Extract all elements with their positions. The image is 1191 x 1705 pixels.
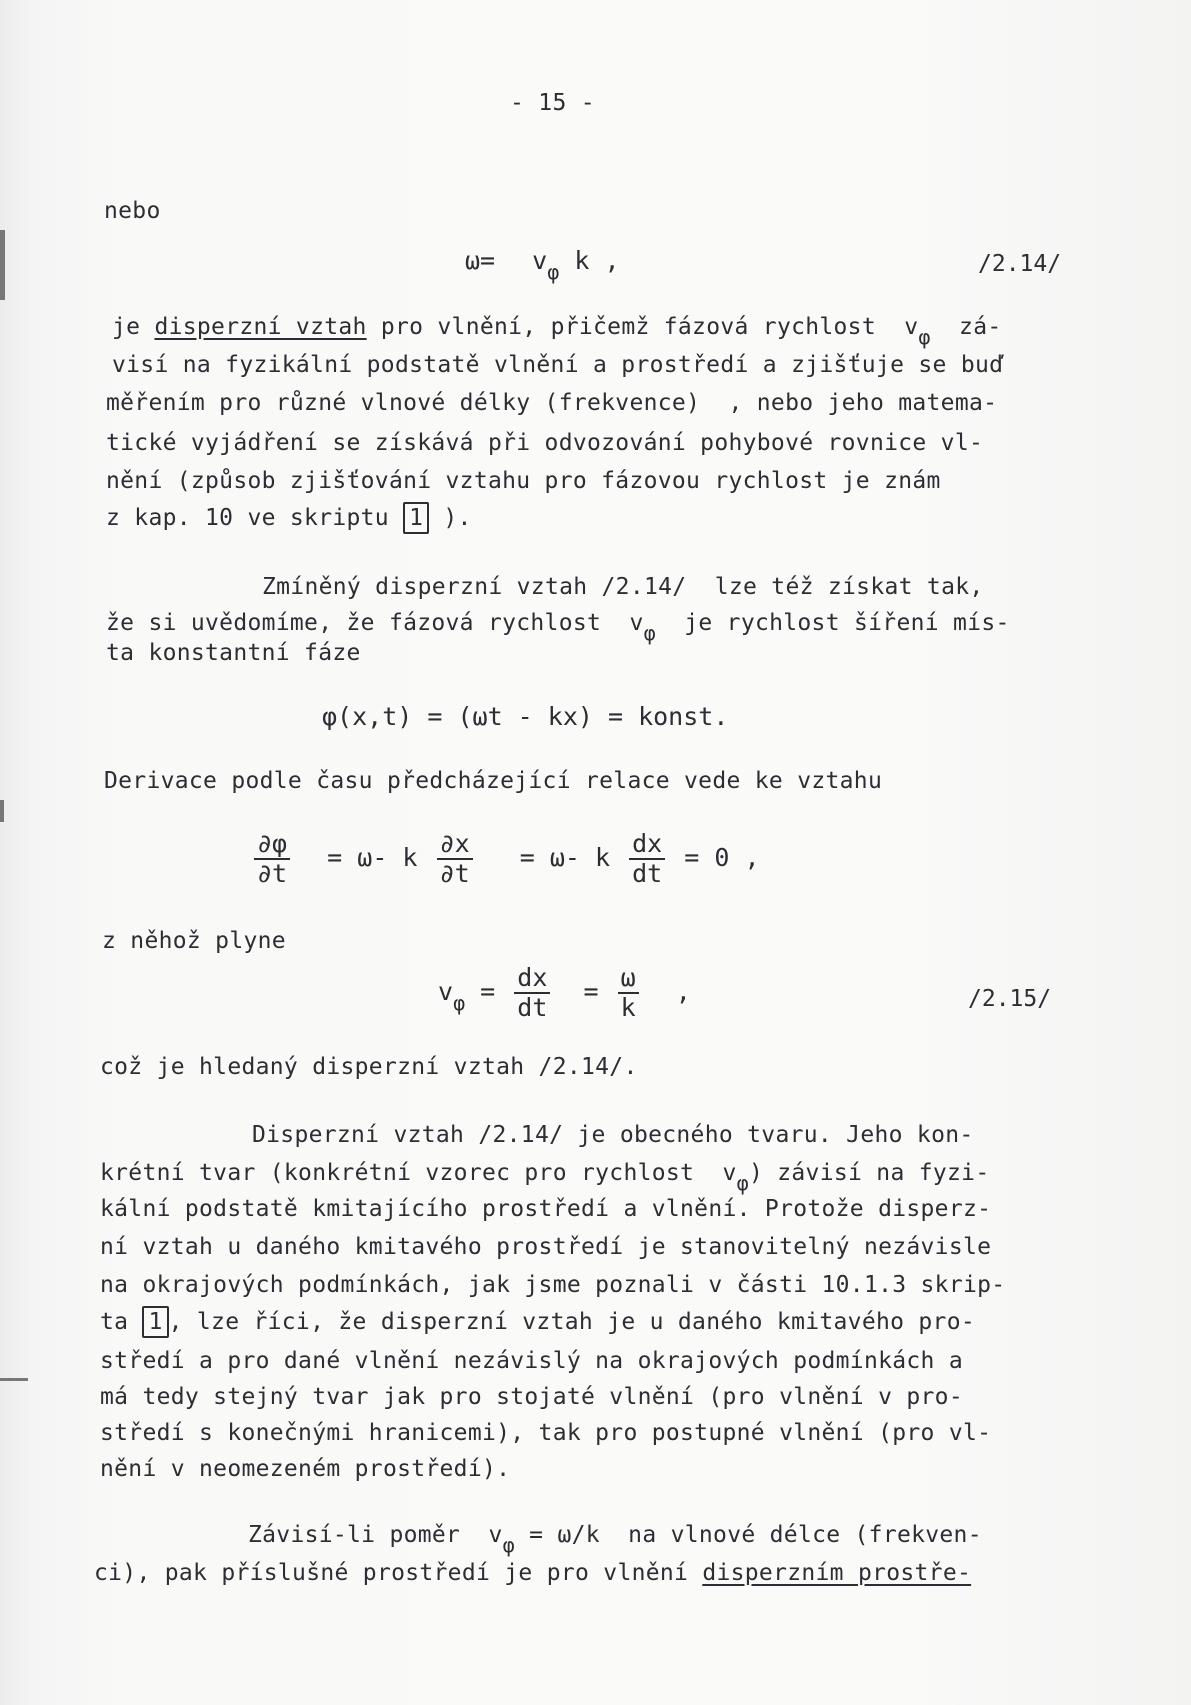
eq-comma: , — [675, 977, 691, 1006]
phi-subscript: φ — [502, 1533, 515, 1557]
paragraph-6-line-8: má tedy stejný tvar jak pro stojaté vlnění (pro vlnění v pro- — [100, 1384, 963, 1410]
eq-term: = ω- k — [519, 843, 611, 872]
eq-term: = ω- k — [327, 843, 418, 872]
paragraph-6-line-4: ní vztah u daného kmitavého prostředí je stanovitelný nezávisle — [100, 1234, 992, 1260]
fraction-denominator: dt — [632, 859, 663, 888]
text-segment: že si uvědomíme, že fázová rychlost v — [106, 610, 644, 636]
fraction-denominator: ∂t — [439, 859, 470, 888]
paragraph-1-line-2: visí na fyzikální podstatě vlnění a prostředí a zjišťuje se buď — [112, 352, 1004, 378]
phi-subscript: φ — [643, 621, 656, 645]
paragraph-1-line-5: nění (způsob zjišťování vztahu pro fázovou rychlost je znám — [106, 468, 941, 494]
text-segment: krétní tvar (konkrétní vzorec pro rychlost v — [100, 1160, 737, 1186]
paragraph-1-line-6 — [106, 502, 472, 534]
paragraph-2-line-2 — [106, 608, 1010, 645]
text-segment: Závisí-li poměr v — [248, 1522, 503, 1548]
text-segment: z kap. 10 ve skriptu — [106, 505, 404, 531]
fraction-numerator: dx — [629, 830, 665, 860]
text-segment: je — [112, 314, 155, 340]
scan-edge-mark — [0, 230, 5, 300]
paragraph-6-line-9: středí s konečnými hranicemi), tak pro postupné vlnění (pro vl- — [100, 1420, 992, 1446]
intro-word: nebo — [104, 198, 161, 224]
fraction-dx-dt — [514, 964, 550, 1022]
paragraph-4: z něhož plyne — [102, 928, 286, 954]
equation-2-15 — [438, 964, 691, 1022]
paragraph-3: Derivace podle času předcházející relace vede ke vztahu — [104, 768, 883, 794]
fraction-denominator: k — [620, 993, 636, 1022]
text-segment: ci), pak příslušné prostředí je pro vlnění — [94, 1560, 703, 1586]
page-number: - 15 - — [510, 90, 595, 116]
underlined-term: disperzní vztah — [154, 314, 367, 340]
phi-subscript: φ — [736, 1171, 749, 1195]
eq-term: = 0 , — [684, 843, 760, 872]
phase-equation: φ(x,t) = (ωt - kx) = konst. — [322, 702, 729, 731]
text-segment: pro vlnění, přičemž fázová rychlost v — [366, 314, 919, 340]
paragraph-7-line-1 — [248, 1520, 982, 1557]
paragraph-1-line-3: měřením pro různé vlnové délky (frekvence) , nebo jeho matema- — [106, 390, 998, 416]
paragraph-5: což je hledaný disperzní vztah /2.14/. — [100, 1054, 638, 1080]
paragraph-2-line-3: ta konstantní fáze — [106, 640, 361, 666]
fraction-numerator: ∂φ — [254, 830, 290, 860]
text-segment: je rychlost šíření mís- — [655, 610, 1010, 636]
equation-number-2-15: /2.15/ — [968, 986, 1052, 1012]
fraction-numerator: ∂x — [437, 830, 473, 860]
fraction-dx-dt-partial — [437, 830, 473, 888]
fraction-omega-k — [618, 964, 639, 1022]
equation-number-2-14: /2.14/ — [978, 251, 1062, 277]
eq-v: v — [438, 977, 454, 1006]
derivative-equation — [250, 830, 760, 888]
eq-v: v — [532, 246, 548, 275]
text-segment: = ω/k na vlnové délce (frekven- — [515, 1522, 982, 1548]
reference-bracket: 1 — [142, 1306, 168, 1338]
underlined-term: disperzním prostře- — [702, 1560, 972, 1586]
eq-k: k , — [574, 246, 620, 275]
fraction-numerator: ω — [618, 964, 639, 994]
paragraph-6-line-7: středí a pro dané vlnění nezávislý na okrajových podmínkách a — [100, 1348, 963, 1374]
fraction-denominator: dt — [517, 993, 548, 1022]
eq-phi-subscript: φ — [547, 260, 560, 284]
paragraph-6-line-2 — [100, 1158, 990, 1195]
paragraph-6-line-1: Disperzní vztah /2.14/ je obecného tvaru. Jeho kon- — [252, 1122, 974, 1148]
text-segment: ta — [100, 1309, 143, 1335]
phi-subscript: φ — [918, 325, 931, 349]
fraction-dx-dt — [629, 830, 665, 888]
text-segment: ) závisí na fyzi- — [748, 1160, 990, 1186]
paragraph-1-line-1 — [112, 312, 1002, 349]
paragraph-1-line-4: tické vyjádření se získává při odvozování pohybové rovnice vl- — [106, 430, 984, 456]
paragraph-6-line-10: nění v neomezeném prostředí). — [100, 1456, 511, 1482]
equation-2-14 — [465, 246, 620, 284]
scan-edge-mark — [0, 1378, 28, 1381]
fraction-numerator: dx — [514, 964, 550, 994]
scan-edge-mark — [0, 800, 4, 822]
paragraph-6-line-6 — [100, 1306, 975, 1338]
eq-phi-subscript: φ — [453, 991, 466, 1015]
eq-lhs: ω= — [465, 246, 496, 275]
fraction-denominator: ∂t — [257, 859, 288, 888]
text-segment: , lze říci, že disperzní vztah je u daného kmitavého pro- — [168, 1309, 975, 1335]
paragraph-7-line-2 — [94, 1558, 971, 1588]
eq-equals: = — [583, 977, 599, 1006]
paragraph-6-line-5: na okrajových podmínkách, jak jsme poznali v části 10.1.3 skrip- — [100, 1272, 1006, 1298]
fraction-dphi-dt — [254, 830, 290, 888]
reference-bracket: 1 — [403, 502, 429, 534]
paragraph-2-line-1: Zmíněný disperzní vztah /2.14/ lze též získat tak, — [262, 574, 984, 600]
eq-equals: = — [480, 977, 496, 1006]
text-segment: zá- — [930, 314, 1002, 340]
text-segment: ). — [429, 505, 472, 531]
paragraph-6-line-3: kální podstatě kmitajícího prostředí a vlnění. Protože disperz- — [100, 1196, 992, 1222]
